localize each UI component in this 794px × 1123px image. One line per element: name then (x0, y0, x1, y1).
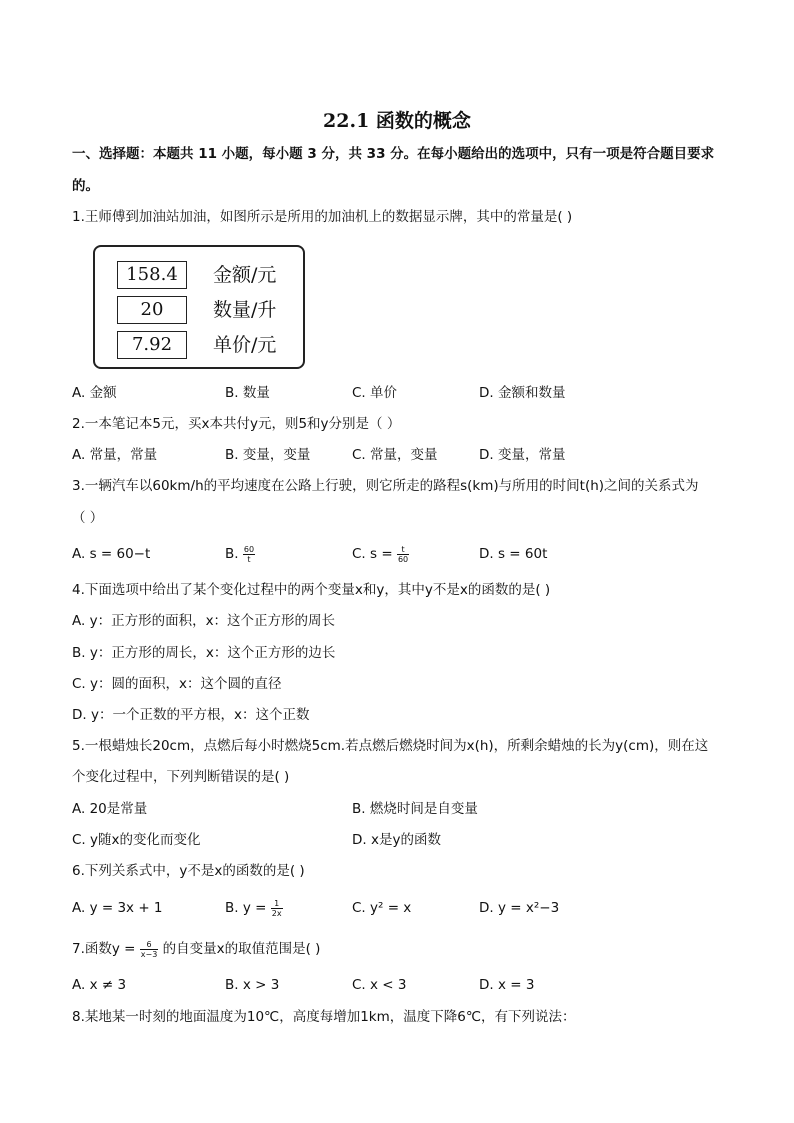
question-4-stem: 4.下面选项中给出了某个变化过程中的两个变量x和y，其中y不是x的函数的是( ) (72, 582, 551, 598)
quantity-label: 数量/升 (213, 299, 277, 321)
q5-option-a[interactable]: A. 20是常量 (72, 801, 148, 817)
question-8-stem: 8.某地某一时刻的地面温度为10℃，高度每增加1km，温度下降6℃，有下列说法： (72, 1009, 576, 1025)
q4-option-d[interactable]: D. y：一个正数的平方根，x：这个正数 (72, 707, 310, 723)
q3-option-b-fraction (243, 545, 255, 564)
page-title: 22.1 函数的概念 (323, 110, 471, 132)
q6-option-b[interactable] (225, 898, 283, 918)
q2-option-a[interactable]: A. 常量，常量 (72, 447, 158, 463)
fraction-denominator: 60 (397, 554, 409, 564)
q1-option-a[interactable]: A. 金额 (72, 385, 117, 401)
fraction-numerator: 60 (243, 544, 255, 554)
question-1-stem: 1.王师傅到加油站加油，如图所示是所用的加油机上的数据显示牌，其中的常量是( ) (72, 209, 573, 225)
question-7-stem (72, 939, 320, 959)
q2-option-b[interactable]: B. 变量，变量 (225, 447, 311, 463)
q7-option-a[interactable]: A. x ≠ 3 (72, 977, 127, 993)
question-3-stem-line2: （ ） (72, 510, 104, 526)
q3-option-c-fraction (397, 545, 409, 564)
fuel-display-panel (93, 245, 305, 369)
unit-price-label: 单价/元 (213, 334, 277, 356)
q2-option-c[interactable]: C. 常量，变量 (352, 447, 438, 463)
q6-option-c[interactable]: C. y² = x (352, 900, 412, 916)
question-2-stem: 2.一本笔记本5元，买x本共付y元，则5和y分别是（ ） (72, 416, 401, 432)
q7-stem-prefix: 7.函数y = (72, 941, 136, 957)
q1-option-d[interactable]: D. 金额和数量 (479, 385, 566, 401)
q1-option-b[interactable]: B. 数量 (225, 385, 270, 401)
panel-row-amount (117, 261, 297, 291)
q4-option-a[interactable]: A. y：正方形的面积，x：这个正方形的周长 (72, 613, 336, 629)
q3-option-b[interactable] (225, 544, 255, 564)
fraction-denominator: t (247, 554, 251, 564)
question-5-stem-line1: 5.一根蜡烛长20cm，点燃后每小时燃烧5cm.若点燃后燃烧时间为x(h)，所剩余蜡烛的长为y(cm)，则在这 (72, 738, 709, 754)
q7-fraction (140, 940, 159, 959)
fraction-denominator: 2x (271, 908, 282, 918)
section-header-line2: 的。 (72, 178, 99, 194)
q3-option-a[interactable]: A. s = 60−t (72, 546, 151, 562)
q5-option-c[interactable]: C. y随x的变化而变化 (72, 832, 201, 848)
question-6-stem: 6.下列关系式中，y不是x的函数的是( ) (72, 863, 305, 879)
q1-option-c[interactable]: C. 单价 (352, 385, 398, 401)
q7-option-c[interactable]: C. x < 3 (352, 977, 407, 993)
amount-label: 金额/元 (213, 264, 277, 286)
fraction-numerator: 6 (140, 940, 159, 950)
q7-stem-suffix: 的自变量x的取值范围是( ) (162, 941, 321, 957)
q6-option-a[interactable]: A. y = 3x + 1 (72, 900, 163, 916)
q6-option-d[interactable]: D. y = x²−3 (479, 900, 560, 916)
q7-option-b[interactable]: B. x > 3 (225, 977, 280, 993)
q3-option-b-label: B. (225, 546, 239, 562)
unit-price-value: 7.92 (117, 331, 187, 359)
q5-option-d[interactable]: D. x是y的函数 (352, 832, 441, 848)
q3-option-c[interactable] (352, 544, 409, 564)
q4-option-b[interactable]: B. y：正方形的周长，x：这个正方形的边长 (72, 645, 336, 661)
fraction-denominator: x−3 (140, 949, 158, 959)
q4-option-c[interactable]: C. y：圆的面积，x：这个圆的直径 (72, 676, 282, 692)
fraction-numerator: 1 (271, 899, 283, 909)
fraction-numerator: t (397, 545, 409, 555)
question-3-stem-line1: 3.一辆汽车以60km/h的平均速度在公路上行驶，则它所走的路程s(km)与所用的时间t(h)之间的关系式为 (72, 478, 699, 494)
q6-option-b-fraction (271, 899, 283, 918)
question-5-stem-line2: 个变化过程中，下列判断错误的是( ) (72, 769, 290, 785)
q7-option-d[interactable]: D. x = 3 (479, 977, 535, 993)
quantity-value: 20 (117, 296, 187, 324)
q2-option-d[interactable]: D. 变量，常量 (479, 447, 566, 463)
q5-option-b[interactable]: B. 燃烧时间是自变量 (352, 801, 478, 817)
q3-option-d[interactable]: D. s = 60t (479, 546, 548, 562)
q6-option-b-label: B. y = (225, 900, 267, 916)
panel-row-unit-price (117, 331, 297, 361)
panel-row-quantity (117, 296, 297, 326)
q3-option-c-label: C. s = (352, 546, 393, 562)
amount-value: 158.4 (117, 261, 187, 289)
section-header-line1: 一、选择题：本题共 11 小题，每小题 3 分，共 33 分。在每小题给出的选项中，只有一项是符合题目要求 (72, 146, 715, 162)
